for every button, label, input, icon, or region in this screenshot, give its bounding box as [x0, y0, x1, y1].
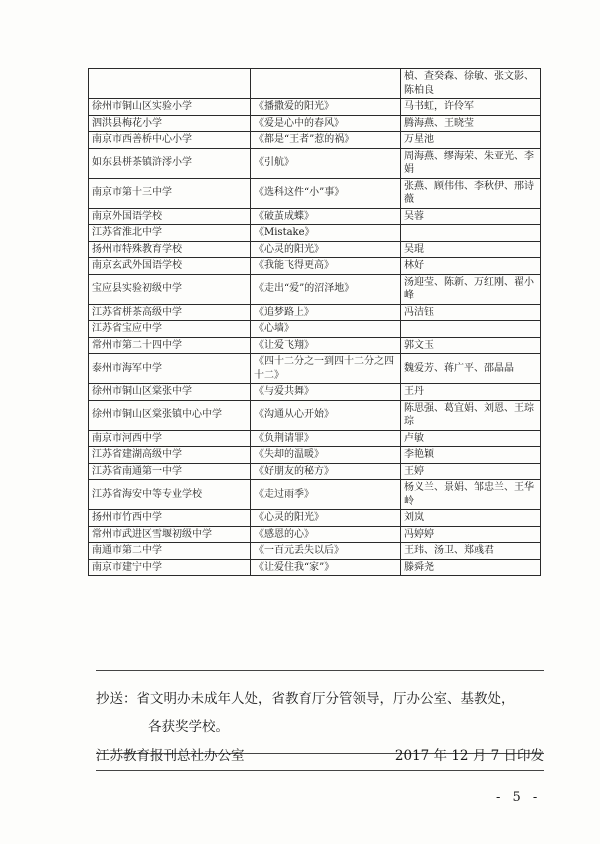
table-row — [89, 510, 541, 527]
school-cell: 江苏省宝应中学 — [89, 321, 251, 338]
authors-cell — [401, 321, 541, 338]
table-row — [89, 480, 541, 510]
school-cell: 徐州市铜山区棠张镇中心中学 — [89, 400, 251, 430]
authors-cell — [401, 225, 541, 242]
school-cell: 泰州市海军中学 — [89, 354, 251, 384]
issuer-name: 江苏教育报刊总社办公室 — [96, 748, 245, 764]
school-cell: 江苏省海安中等专业学校 — [89, 480, 251, 510]
cc-line-2: 各获奖学校。 — [148, 719, 229, 735]
title-cell: 《一百元丢失以后》 — [251, 543, 401, 560]
title-cell: 《选科这件“小”事》 — [251, 178, 401, 208]
authors-cell: 吴蓉 — [401, 208, 541, 225]
title-cell: 《心灵的阳光》 — [251, 241, 401, 258]
title-cell: 《爱是心中的春风》 — [251, 115, 401, 132]
award-table-body — [89, 69, 541, 576]
title-cell: 《追梦路上》 — [251, 304, 401, 321]
school-cell: 南京外国语学校 — [89, 208, 251, 225]
table-row — [89, 132, 541, 149]
school-cell: 江苏省南通第一中学 — [89, 463, 251, 480]
table-row — [89, 543, 541, 560]
table-row — [89, 321, 541, 338]
title-cell: 《心灵的阳光》 — [251, 510, 401, 527]
title-cell: 《走过雨季》 — [251, 480, 401, 510]
authors-cell: 王玮、汤卫、郑彧君 — [401, 543, 541, 560]
table-row — [89, 208, 541, 225]
table-row — [89, 400, 541, 430]
school-cell: 南京玄武外国语学校 — [89, 258, 251, 275]
authors-cell: 卢敏 — [401, 430, 541, 447]
issuer-footer — [96, 738, 544, 771]
title-cell — [251, 69, 401, 99]
authors-cell: 魏爱芳、蒋广平、邵晶晶 — [401, 354, 541, 384]
table-row — [89, 258, 541, 275]
school-cell — [89, 69, 251, 99]
authors-cell: 冯婷婷 — [401, 526, 541, 543]
school-cell: 徐州市铜山区实验小学 — [89, 99, 251, 116]
authors-cell: 郭文玉 — [401, 337, 541, 354]
school-cell: 南京市河西中学 — [89, 430, 251, 447]
title-cell: 《让爱住我“家”》 — [251, 559, 401, 576]
table-row — [89, 274, 541, 304]
authors-cell: 李艳颖 — [401, 447, 541, 464]
table-row — [89, 463, 541, 480]
school-cell: 常州市武进区雪堰初级中学 — [89, 526, 251, 543]
table-row — [89, 304, 541, 321]
school-cell: 扬州市特殊教育学校 — [89, 241, 251, 258]
table-row — [89, 337, 541, 354]
title-cell: 《感恩的心》 — [251, 526, 401, 543]
table-row — [89, 178, 541, 208]
authors-cell: 吴琨 — [401, 241, 541, 258]
title-cell: 《都是“王者”惹的祸》 — [251, 132, 401, 149]
school-cell: 扬州市竹西中学 — [89, 510, 251, 527]
authors-cell: 陈思强、葛宜娟、刘恩、王琮琮 — [401, 400, 541, 430]
title-cell: 《破茧成蝶》 — [251, 208, 401, 225]
table-row — [89, 148, 541, 178]
table-row — [89, 241, 541, 258]
table-row — [89, 526, 541, 543]
authors-cell: 周海燕、缪海荣、朱亚光、李娟 — [401, 148, 541, 178]
table-row — [89, 447, 541, 464]
school-cell: 江苏省建湖高级中学 — [89, 447, 251, 464]
school-cell: 常州市第二十四中学 — [89, 337, 251, 354]
table-row — [89, 354, 541, 384]
school-cell: 江苏省淮北中学 — [89, 225, 251, 242]
authors-cell: 张燕、顾伟伟、李秋伊、邢诗薇 — [401, 178, 541, 208]
title-cell: 《Mistake》 — [251, 225, 401, 242]
title-cell: 《引航》 — [251, 148, 401, 178]
title-cell: 《走出“爱”的沼泽地》 — [251, 274, 401, 304]
authors-cell: 王丹 — [401, 384, 541, 401]
school-cell: 南京市建宁中学 — [89, 559, 251, 576]
authors-cell: 马书虹，许伶军 — [401, 99, 541, 116]
table-row — [89, 225, 541, 242]
issue-date: 2017 年 12 月 7 日印发 — [394, 748, 544, 764]
award-table — [88, 68, 541, 576]
school-cell: 南通市第二中学 — [89, 543, 251, 560]
authors-cell: 滕舜尧 — [401, 559, 541, 576]
authors-cell: 楨、查癸森、徐敏、张文影、陈柏良 — [401, 69, 541, 99]
page-number: - 5 - — [496, 790, 542, 805]
title-cell: 《播撒爱的阳光》 — [251, 99, 401, 116]
title-cell: 《沟通从心开始》 — [251, 400, 401, 430]
school-cell: 宝应县实验初级中学 — [89, 274, 251, 304]
school-cell: 如东县栟茶镇浒澪小学 — [89, 148, 251, 178]
school-cell: 泗洪县梅花小学 — [89, 115, 251, 132]
table-row — [89, 559, 541, 576]
title-cell: 《我能飞得更高》 — [251, 258, 401, 275]
title-cell: 《心墙》 — [251, 321, 401, 338]
school-cell: 江苏省栟茶高级中学 — [89, 304, 251, 321]
cc-line-1: 抄送：省文明办未成年人处，省教育厅分管领导，厅办公室、基教处， — [96, 691, 515, 707]
authors-cell: 腾海燕、王晓莹 — [401, 115, 541, 132]
table-row — [89, 115, 541, 132]
authors-cell: 冯洁钰 — [401, 304, 541, 321]
authors-cell: 汤迎莹、陈新、万红刚、翟小峰 — [401, 274, 541, 304]
school-cell: 徐州市铜山区棠张中学 — [89, 384, 251, 401]
title-cell: 《失却的温暖》 — [251, 447, 401, 464]
authors-cell: 林好 — [401, 258, 541, 275]
authors-cell: 王婷 — [401, 463, 541, 480]
title-cell: 《让爱飞翔》 — [251, 337, 401, 354]
authors-cell: 万星池 — [401, 132, 541, 149]
table-row — [89, 430, 541, 447]
title-cell: 《好朋友的秘方》 — [251, 463, 401, 480]
table-row — [89, 69, 541, 99]
title-cell: 《与爱共舞》 — [251, 384, 401, 401]
school-cell: 南京市第十三中学 — [89, 178, 251, 208]
authors-cell: 杨义兰、景娟、邹忠兰、王华岭 — [401, 480, 541, 510]
authors-cell: 刘岚 — [401, 510, 541, 527]
table-row — [89, 384, 541, 401]
title-cell: 《四十二分之一到四十二分之四十二》 — [251, 354, 401, 384]
table-row — [89, 99, 541, 116]
title-cell: 《负荆请罪》 — [251, 430, 401, 447]
school-cell: 南京市西善桥中心小学 — [89, 132, 251, 149]
